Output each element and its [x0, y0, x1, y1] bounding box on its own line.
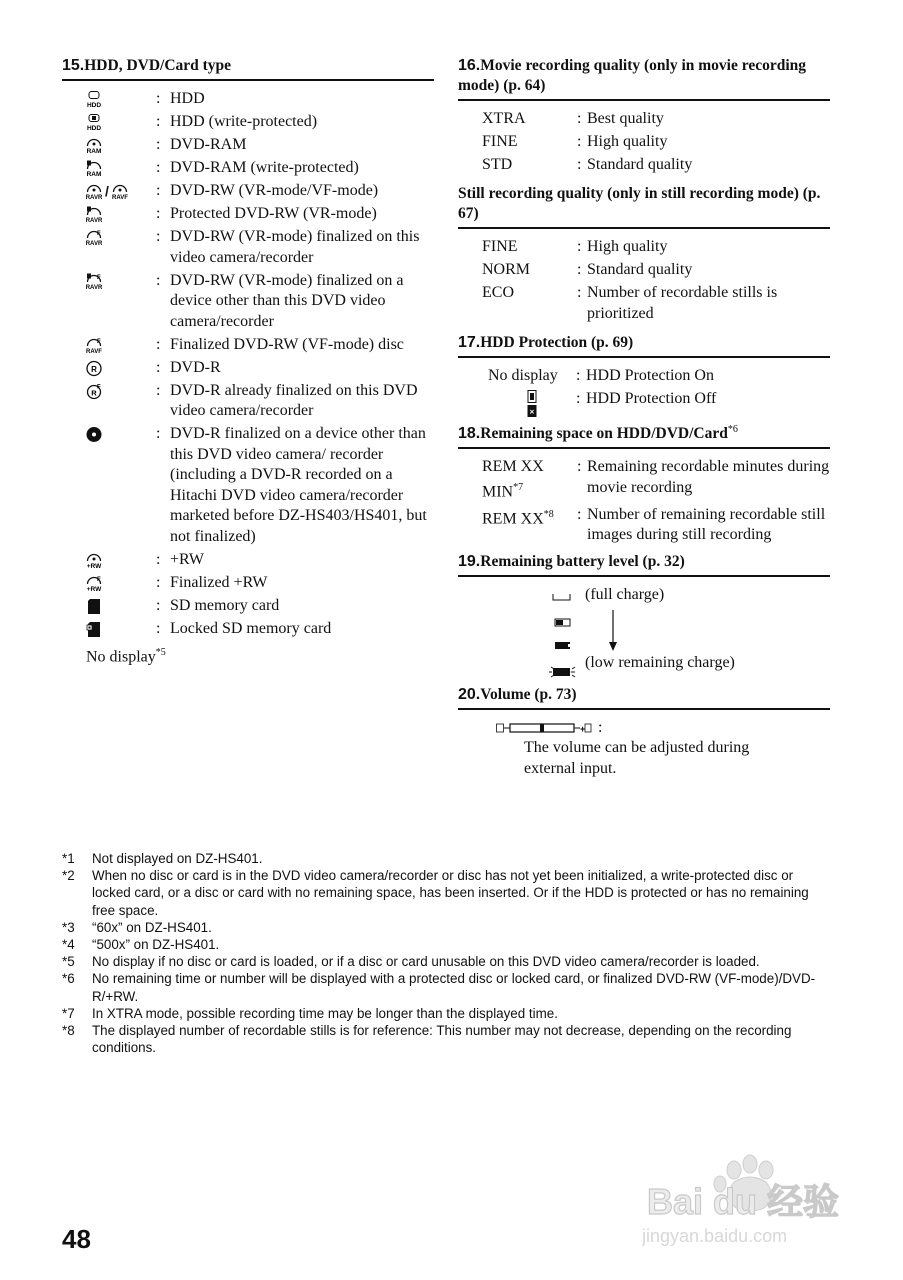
list-item: +RW : +RW — [86, 550, 434, 571]
list-item: REM XX$^{*8}$ : Number of remaining recordable still images during still recording — [482, 505, 826, 544]
item-desc: Finalized +RW — [170, 573, 268, 591]
footnote: *8 The displayed number of recordable stills is for reference: This number may not decrease, depending on the recording conditions. — [62, 1023, 792, 1056]
dvd-rw-vf-finalized-icon — [86, 337, 102, 354]
list-item: F RAVF : Finalized DVD-RW (VF-mode) disc — [86, 335, 434, 356]
list-item: REM XX MIN$^{*7}$ : Remaining recordable minutes during movie recording — [482, 458, 830, 500]
dvd-rw-vf-icon — [112, 183, 128, 200]
list-item: RAVR / RAVF : DVD-RW (VR-mode/VF-mode) — [86, 181, 434, 202]
svg-text:HDD: HDD — [86, 125, 102, 131]
list-item: FINE : High quality — [482, 238, 668, 255]
section-number: 15. — [62, 57, 85, 74]
item-desc: +RW — [170, 550, 204, 568]
dvd-r-other-finalized-icon — [86, 426, 102, 443]
full-charge-label: (full charge) — [585, 586, 665, 604]
svg-text:R: R — [91, 388, 97, 397]
volume-desc: The volume can be adjusted during external input. — [524, 739, 750, 777]
volume-colon: : — [598, 719, 603, 737]
svg-text:F: F — [97, 576, 101, 583]
list-item: RAM : DVD-RAM (write-protected) — [86, 158, 434, 179]
item-desc: SD memory card — [170, 596, 280, 614]
item-desc: DVD-RW (VR-mode) finalized on this video camera/recorder — [170, 228, 420, 266]
footnote: *3 “60x” on DZ-HS401. — [62, 919, 212, 935]
dvd-rw-finalized-other-icon — [86, 273, 102, 290]
svg-text:×: × — [529, 407, 535, 416]
section-15-heading — [62, 56, 434, 81]
item-desc: DVD-R finalized on a device other than this DVD video camera/ recorder (including a DVD-R recorded on a Hitachi DVD video camera/recorder marketed before DZ-HS403/HS401, but not finalized) — [170, 425, 427, 545]
still-quality-heading: Still recording quality (only in still recording mode) (p. 67) — [458, 184, 830, 229]
left-column — [62, 56, 434, 667]
footnote: *1 Not displayed on DZ-HS401. — [62, 851, 263, 866]
remaining-space-list — [458, 457, 830, 546]
svg-text:+RW: +RW — [86, 585, 102, 592]
plus-rw-finalized-icon — [86, 575, 102, 592]
item-desc: DVD-R — [170, 358, 221, 376]
hdd-protected-icon — [86, 114, 102, 131]
list-item: NORM : Standard quality — [482, 261, 693, 278]
svg-text:F: F — [97, 274, 101, 281]
plus-rw-icon — [86, 552, 102, 569]
list-item: × : HDD Protection Off — [488, 389, 830, 418]
list-item: RAM : DVD-RAM — [86, 135, 434, 156]
battery-full-icon — [552, 591, 572, 603]
list-item: : SD memory card — [86, 596, 434, 617]
low-charge-label: (low remaining charge) — [585, 654, 735, 672]
item-desc: Finalized DVD-RW (VF-mode) disc — [170, 335, 404, 353]
dvd-rw-protected-icon — [86, 206, 102, 223]
svg-text:RAVF: RAVF — [86, 348, 102, 354]
svg-text:RAVR: RAVR — [86, 218, 102, 223]
footnote: *6 No remaining time or number will be displayed with a protected disc or locked card, or finalized DVD-RW (VF-mode)/DVD-R/+RW. — [62, 971, 816, 1004]
list-item: STD : Standard quality — [482, 156, 693, 173]
watermark-url: jingyan.baidu.com — [642, 1226, 788, 1246]
battery-mid-icon — [554, 618, 572, 628]
item-desc: DVD-RW (VR-mode) finalized on a device other than this DVD video camera/recorder — [170, 271, 404, 330]
list-item: HDD : HDD (write-protected) — [86, 112, 434, 133]
arrow-down-icon — [608, 610, 618, 652]
baidu-watermark-logo — [642, 1152, 852, 1252]
dvd-ram-protected-icon — [86, 160, 102, 177]
section-title: HDD, DVD/Card type — [84, 57, 232, 74]
item-desc: DVD-RW (VR-mode/VF-mode) — [170, 182, 379, 199]
item-desc: HDD (write-protected) — [170, 113, 318, 130]
volume-bar-icon — [496, 722, 592, 734]
section-18-heading: 18.Remaining space on HDD/DVD/Card$^{*6}$ — [458, 420, 830, 449]
list-item: : Locked SD memory card — [86, 619, 434, 640]
no-display-note: No display$^{*5}$ — [86, 647, 166, 666]
section-20-heading: 20.Volume (p. 73) — [458, 685, 830, 710]
list-item: HDD : HDD — [86, 89, 434, 110]
dvd-ram-icon — [86, 137, 102, 154]
list-item: R F : DVD-R already finalized on this DVD video camera/recorder — [86, 381, 434, 422]
list-item: FINE : High quality — [482, 133, 668, 150]
svg-text:+RW: +RW — [86, 562, 102, 569]
footnote: *7 In XTRA mode, possible recording time may be longer than the displayed time. — [62, 1005, 558, 1021]
section-17-heading: 17.HDD Protection (p. 69) — [458, 333, 830, 358]
list-item: XTRA : Best quality — [482, 110, 664, 127]
item-desc: DVD-RAM (write-protected) — [170, 159, 359, 176]
dvd-rw-vr-icon — [86, 183, 102, 200]
dvd-r-finalized-icon — [86, 383, 102, 400]
hdd-protection-list — [458, 366, 830, 418]
list-item: R : DVD-R — [86, 358, 434, 379]
dvd-rw-finalized-here-icon — [86, 229, 102, 246]
svg-text:RAVR: RAVR — [86, 284, 102, 290]
battery-empty-icon — [548, 665, 576, 679]
item-desc: Locked SD memory card — [170, 619, 332, 637]
sd-card-icon — [86, 598, 102, 615]
right-column — [458, 56, 830, 779]
svg-text:RAM: RAM — [86, 171, 102, 177]
svg-text:F: F — [97, 231, 101, 237]
footnote: *2 When no disc or card is in the DVD video camera/recorder or disc has not yet been initialized, a write-protected disc or locked card, or a disc or card with no remaining space, has been inserted. Or if the HDD is protected or has no remaining free space. — [62, 868, 809, 918]
still-quality-list — [458, 237, 830, 324]
volume-block — [458, 718, 830, 779]
item-desc: DVD-RAM — [170, 136, 247, 153]
list-item: F RAVR : DVD-RW (VR-mode) finalized on this video camera/recorder — [86, 227, 434, 268]
hdd-icon — [86, 91, 102, 108]
svg-text:RAM: RAM — [86, 148, 102, 154]
svg-text:R: R — [91, 364, 97, 374]
list-item: : DVD-R finalized on a device other than this DVD video camera/ recorder (including a DVD-R recorded on a Hitachi DVD video camera/recorder marketed before DZ-HS403/HS401, but not finalized) — [86, 424, 434, 547]
hdd-unlock-icon — [527, 390, 537, 418]
footnotes — [62, 850, 832, 1056]
svg-text:F: F — [97, 338, 101, 345]
movie-quality-list — [458, 109, 830, 176]
footnote: *5 No display if no disc or card is loaded, or if a disc or card unusable on this DVD video camera/recorder is loaded. — [62, 954, 760, 970]
slash-separator: / — [105, 183, 109, 199]
svg-text:F: F — [97, 384, 101, 390]
item-desc: HDD — [170, 90, 205, 107]
svg-text:HDD: HDD — [86, 102, 102, 108]
list-item: No display : HDD Protection On — [488, 366, 714, 384]
disc-type-list — [62, 89, 434, 639]
item-desc: Protected DVD-RW (VR-mode) — [170, 205, 377, 222]
watermark-brand: Bai du 经验 — [647, 1181, 840, 1222]
list-item: ECO : Number of recordable stills is prioritized — [482, 284, 778, 322]
battery-low-icon — [554, 641, 572, 651]
svg-text:RAVF: RAVF — [111, 195, 128, 200]
svg-text:RAVR: RAVR — [86, 195, 102, 200]
item-desc: DVD-R already finalized on this DVD video camera/recorder — [170, 381, 418, 419]
section-19-heading: 19.Remaining battery level (p. 32) — [458, 552, 830, 577]
section-16-heading: 16.Movie recording quality (only in movie recording mode) (p. 64) — [458, 56, 830, 101]
battery-levels — [458, 585, 830, 685]
dvd-r-icon — [86, 360, 102, 377]
sd-card-locked-icon — [86, 621, 102, 638]
list-item: F +RW : Finalized +RW — [86, 573, 434, 594]
list-item: F RAVR : DVD-RW (VR-mode) finalized on a device other than this DVD video camera/recorder — [86, 271, 434, 333]
list-item: RAVR : Protected DVD-RW (VR-mode) — [86, 204, 434, 225]
page-number: 48 — [62, 1224, 91, 1254]
svg-text:RAVR: RAVR — [86, 241, 102, 246]
svg-text:+: + — [580, 724, 586, 735]
footnote: *4 “500x” on DZ-HS401. — [62, 937, 220, 953]
